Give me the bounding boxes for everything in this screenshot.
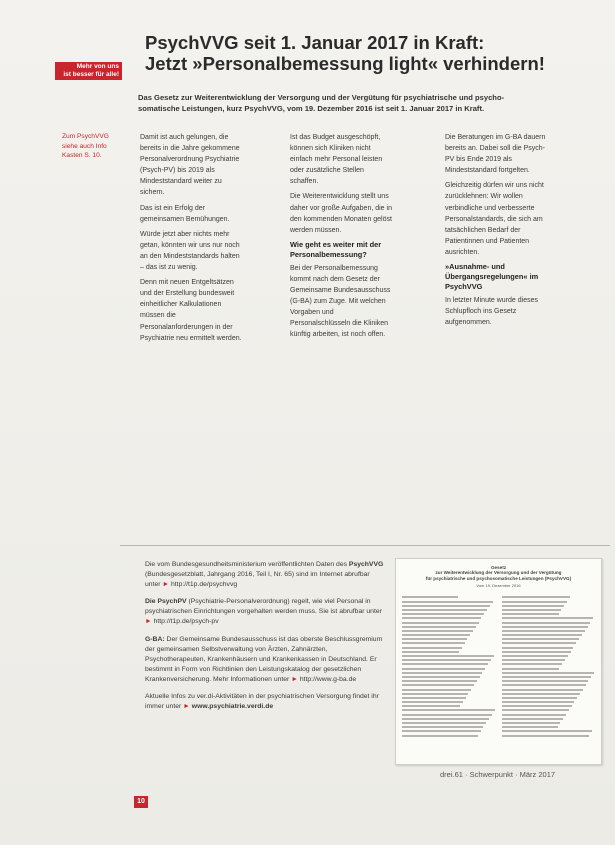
article-paragraph: Gleichzeitig dürfen wir uns nicht zurücklehnen: Wir wollen verbindliche und verbesserte Personalstandards, die sich am tatsächlichen Bedarf der Patientinnen und Patienten ausrichten.	[445, 182, 544, 256]
side-note-line-1: Zum PsychVVG	[62, 133, 109, 140]
document-text-line	[402, 726, 483, 728]
document-text-line	[502, 651, 571, 653]
document-text-line	[502, 663, 563, 665]
article-column-1	[140, 132, 242, 348]
document-text-line	[502, 718, 564, 720]
document-text-line	[402, 701, 463, 703]
document-text-line	[402, 605, 490, 607]
info-link[interactable]: www.psychiatrie.verdi.de	[191, 703, 274, 711]
document-text-line	[502, 668, 560, 670]
section-divider	[120, 545, 610, 546]
document-text-line	[402, 705, 460, 707]
document-text-line	[502, 638, 580, 640]
document-body	[396, 588, 601, 745]
document-text-line	[502, 709, 569, 711]
document-text-line	[502, 714, 567, 716]
document-text-line	[502, 601, 567, 603]
article-column-2	[290, 132, 392, 345]
lead-paragraph	[138, 93, 603, 114]
title-line-2: Jetzt »Personalbemessung light« verhindern!	[145, 53, 545, 74]
document-text-line	[402, 659, 491, 661]
document-text-line	[402, 638, 467, 640]
lead-line-2: somatische Leistungen, kurz PsychVVG, vom 19. Dezember 2016 ist seit 1. Januar 2017 in Kraft.	[138, 103, 485, 113]
title-line-1: PsychVVG seit 1. Januar 2017 in Kraft:	[145, 32, 485, 53]
document-text-line	[502, 730, 593, 732]
document-text-line	[402, 672, 482, 674]
document-text-line	[402, 642, 465, 644]
document-text-line	[502, 672, 595, 674]
document-title-line: für psychiatrische und psychosomatische Leistungen (PsychVVG)	[425, 575, 572, 581]
document-text-line	[402, 718, 489, 720]
document-date: Vom 19. Dezember 2016	[476, 583, 521, 589]
info-paragraph-3	[145, 635, 385, 685]
document-text-line	[502, 697, 578, 699]
info-link[interactable]: http://www.g-ba.de	[299, 675, 357, 683]
info-link[interactable]: http://t1p.de/psych-pv	[153, 618, 219, 626]
section-heading: Wie geht es weiter mit der Personalbemessung?	[290, 239, 382, 259]
article-paragraph: Damit ist auch gelungen, die bereits in die Jahre gekommene Personalverordnung Psychiatrie (Psych-PV) bis 2019 als Mindeststandard weiter zu sichern.	[140, 134, 240, 197]
document-title-line: zur Weiterentwicklung der Versorgung und der Vergütung	[435, 570, 562, 576]
document-text-line	[402, 655, 494, 657]
document-title	[396, 559, 601, 583]
document-text-line	[502, 680, 589, 682]
info-paragraph-2	[145, 597, 385, 627]
info-bold: PsychVVG	[348, 561, 384, 568]
info-text: Die vom Bundesgesundheitsministerium veröffentlichten Daten des	[145, 561, 348, 568]
document-text-line	[502, 622, 591, 624]
article-column-3	[445, 132, 547, 332]
article-paragraph: In letzter Minute wurde dieses Schlupfloch ins Gesetz aufgenommen.	[445, 297, 538, 327]
document-text-line	[502, 617, 594, 619]
ribbon-line-1: Mehr von uns	[76, 63, 119, 70]
document-text-line	[402, 693, 468, 695]
side-note-line-3: Kasten S. 10.	[62, 152, 102, 159]
document-text-line	[502, 642, 577, 644]
document-text-line	[402, 680, 477, 682]
article-paragraph: Ist das Budget ausgeschöpft, können sich Kliniken nicht einfach mehr Personal leisten oder zusätzliche Stellen schaffen.	[290, 134, 383, 186]
document-text-line	[402, 663, 488, 665]
document-text-line	[502, 693, 581, 695]
document-text-line	[402, 617, 481, 619]
article-paragraph: Bei der Personalbemessung kommt nach dem Gesetz der Gemeinsame Bundesausschuss (G-BA) zum Zuge. Mit welchen Vorgaben und Personalschlüsseln die Kliniken künftig arbeiten, ist noch offen.	[290, 264, 391, 339]
section-heading: »Ausnahme- und Übergangsregelungen« im PsychVVG	[445, 262, 539, 292]
document-text-line	[502, 613, 559, 615]
side-note-line-2: siehe auch Info	[62, 142, 107, 150]
document-text-line	[502, 684, 586, 686]
document-text-line	[402, 601, 493, 603]
document-text-line	[502, 701, 575, 703]
document-column-left	[402, 594, 496, 739]
document-text-line	[402, 622, 479, 624]
info-link[interactable]: http://t1p.de/psychvvg	[171, 581, 238, 589]
document-text-line	[402, 609, 487, 611]
document-text-line	[502, 630, 585, 632]
info-text: (Psychiatrie-Personalverordnung) regelt, wie viel Personal in psychiatrischen Einrichtungen vorgehalten werden muss. Sie ist abrufbar unter	[145, 598, 382, 616]
document-text-line	[502, 634, 582, 636]
document-text-line	[502, 655, 568, 657]
publication-footer: drei.61 · Schwerpunkt · März 2017	[440, 770, 556, 779]
info-text: Aktuelle Infos zu ver.di-Aktivitäten in der psychiatrischen Versorgung findet ihr immer unter	[145, 693, 379, 711]
page-number: 10	[134, 796, 148, 808]
article-paragraph: Denn mit neuen Entgeltsätzen und der Erstellung bundesweit einheitlicher Kalkulationen müssen die Personalanforderungen in der Psychiatrie neu ermittelt werden.	[140, 279, 242, 342]
document-text-line	[502, 722, 561, 724]
info-paragraph-4	[145, 692, 385, 712]
document-text-line	[502, 609, 562, 611]
document-text-line	[502, 605, 565, 607]
article-paragraph: Die Beratungen im G-BA dauern bereits an. Dabei soll die Psych-PV bis Ende 2019 als Mindeststandard fortgelten.	[445, 134, 546, 175]
document-title-line: Gesetz	[490, 565, 507, 570]
document-text-line	[402, 689, 471, 691]
article-paragraph: Würde jetzt aber nichts mehr getan, könnten wir uns nur noch an den Mindeststandards halten – das ist zu wenig.	[140, 230, 240, 272]
article-paragraph: Das ist ein Erfolg der gemeinsamen Bemühungen.	[140, 204, 230, 223]
document-text-line	[402, 730, 481, 732]
side-note	[62, 132, 127, 161]
document-text-line	[402, 647, 462, 649]
document-text-line	[502, 705, 572, 707]
document-text-line	[402, 613, 484, 615]
document-text-line	[402, 709, 495, 711]
document-column-right	[502, 594, 596, 739]
document-text-line	[402, 668, 485, 670]
arrow-icon: ►	[291, 675, 298, 683]
article-paragraph: Die Weiterentwicklung stellt uns daher vor große Aufgaben, die in den kommenden Monaten gelöst werden müssen.	[290, 193, 392, 234]
document-text-line	[402, 676, 480, 678]
page-title	[145, 32, 605, 74]
red-ribbon-tag	[55, 62, 122, 80]
document-text-line	[402, 651, 459, 653]
info-text: Der Gemeinsame Bundesausschuss ist das oberste Beschlussgremium der gemeinsamen Selbstverwaltung von Ärzten, Zahnärzten, Psychotherapeuten, Krankenhäusern und Krankenkassen in Deutschland. Er bestimmt in Form von Richtlinien den Leistungskatalog der gesetzlichen Krankenversicherung. Mehr Informationen unter	[145, 635, 383, 683]
document-text-line	[502, 689, 583, 691]
document-text-line	[402, 626, 476, 628]
document-text-line	[402, 735, 478, 737]
document-text-line	[502, 647, 574, 649]
document-text-line	[502, 735, 590, 737]
document-text-line	[502, 676, 592, 678]
document-text-line	[402, 722, 486, 724]
document-text-line	[402, 684, 474, 686]
arrow-icon: ►	[183, 703, 190, 711]
document-text-line	[402, 714, 492, 716]
info-bold: Die PsychPV	[145, 598, 187, 606]
lead-line-1: Das Gesetz zur Weiterentwicklung der Versorgung und der Vergütung für psychiatrische und psycho-	[138, 93, 505, 102]
document-text-line	[502, 659, 566, 661]
law-document-image	[395, 558, 602, 765]
arrow-icon: ►	[162, 581, 170, 589]
info-box	[145, 560, 385, 719]
document-text-line	[502, 596, 570, 598]
info-paragraph-1	[145, 560, 385, 590]
document-text-line	[502, 726, 558, 728]
document-text-line	[502, 626, 588, 628]
info-text: (Bundesgesetzblatt, Jahrgang 2016, Teil I, Nr. 65) sind im Internet abrufbar unter	[145, 571, 370, 589]
ribbon-line-2: ist besser für alle!	[63, 70, 119, 78]
document-text-line	[402, 697, 466, 699]
document-text-line	[402, 634, 470, 636]
info-bold: G-BA:	[145, 635, 165, 643]
document-text-line	[402, 596, 458, 598]
document-text-line	[402, 630, 473, 632]
arrow-icon: ►	[145, 618, 152, 626]
